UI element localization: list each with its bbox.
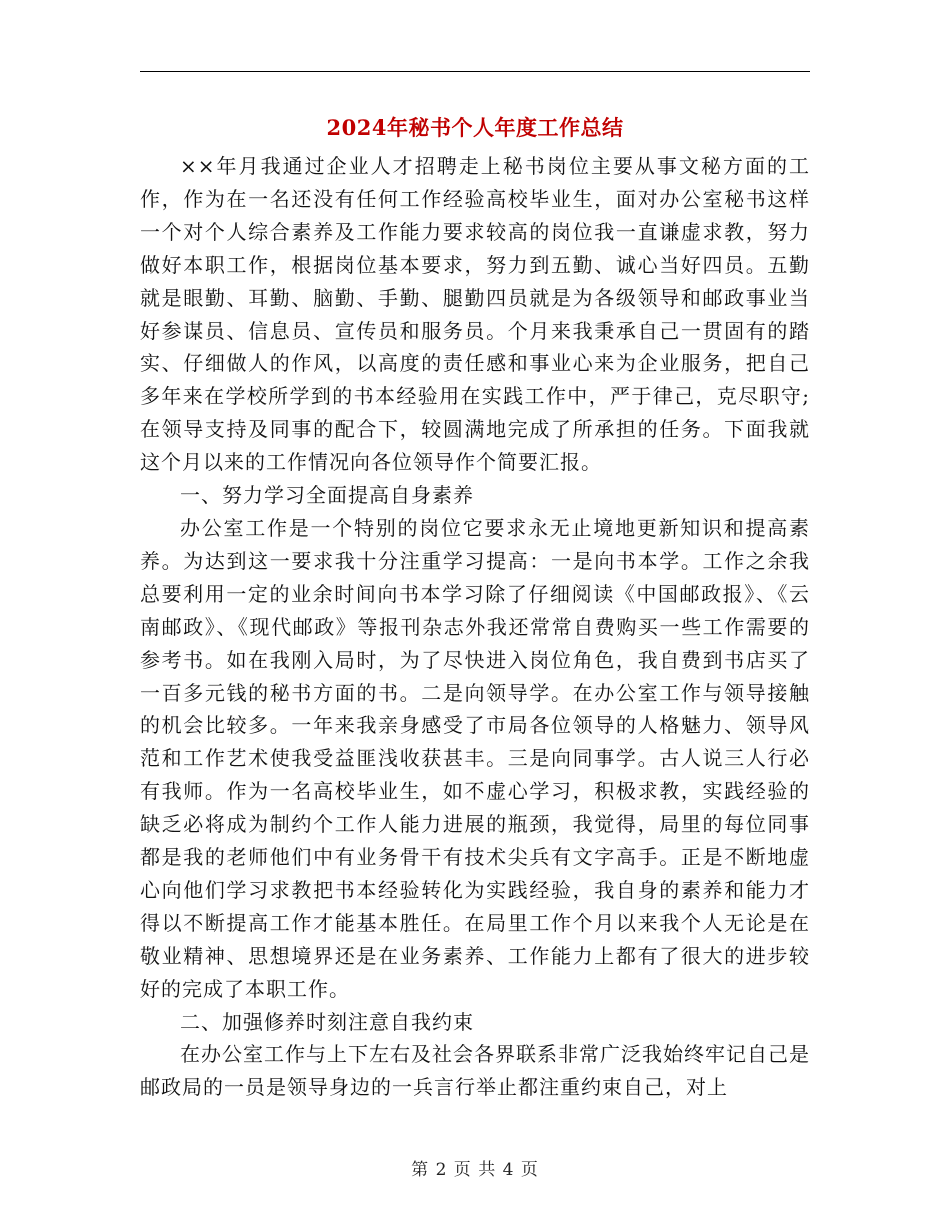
section-2-paragraph: 在办公室工作与上下左右及社会各界联系非常广泛我始终牢记自己是邮政局的一员是领导身边的一兵言行举止都注重约束自己，对上 [140, 1042, 810, 1100]
page-number: 第 2 页 共 4 页 [411, 1160, 539, 1180]
section-1-paragraph: 办公室工作是一个特别的岗位它要求永无止境地更新知识和提高素养。为达到这一要求我十分注重学习提高：一是向书本学。工作之余我总要利用一定的业余时间向书本学习除了仔细阅读《中国邮政报》、《云南邮政》、《现代邮政》等报刊杂志外我还常常自费购买一些工作需要的参考书。如在我刚入局时，为了尽快进入岗位角色，我自费到书店买了一百多元钱的秘书方面的书。二是向领导学。在办公室工作与领导接触的机会比较多。一年来我亲身感受了市局各位领导的人格魅力、领导风范和工作艺术使我受益匪浅收获甚丰。三是向同事学。古人说三人行必有我师。作为一名高校毕业生，如不虚心学习，积极求教，实践经验的缺乏必将成为制约个工作人能力进展的瓶颈，我觉得，局里的每位同事都是我的老师他们中有业务骨干有技术尖兵有文字高手。正是不断地虚心向他们学习求教把书本经验转化为实践经验，我自身的素养和能力才得以不断提高工作才能基本胜任。在局里工作个月以来我个人无论是在敬业精神、思想境界还是在业务素养、工作能力上都有了很大的进步较好的完成了本职工作。 [140, 515, 810, 1001]
intro-paragraph: ××年月我通过企业人才招聘走上秘书岗位主要从事文秘方面的工作，作为在一名还没有任何工作经验高校毕业生，面对办公室秘书这样一个对个人综合素养及工作能力要求较高的岗位我一直谦虚求教，努力做好本职工作，根据岗位基本要求，努力到五勤、诚心当好四员。五勤就是眼勤、耳勤、脑勤、手勤、腿勤四员就是为各级领导和邮政事业当好参谋员、信息员、宣传员和服务员。个月来我秉承自己一贯固有的踏实、仔细做人的作风，以高度的责任感和事业心来为企业服务，把自己多年来在学校所学到的书本经验用在实践工作中，严于律己，克尽职守;在领导支持及同事的配合下，较圆满地完成了所承担的任务。下面我就这个月以来的工作情况向各位领导作个简要汇报。 [140, 154, 810, 475]
document-title: 2024年秘书个人年度工作总结 [326, 115, 624, 140]
document-body [140, 150, 810, 1104]
header-rule [140, 71, 810, 72]
section-heading-2: 二、加强修养时刻注意自我约束 [180, 1009, 474, 1034]
section-heading-1: 一、努力学习全面提高自身素养 [180, 483, 474, 508]
